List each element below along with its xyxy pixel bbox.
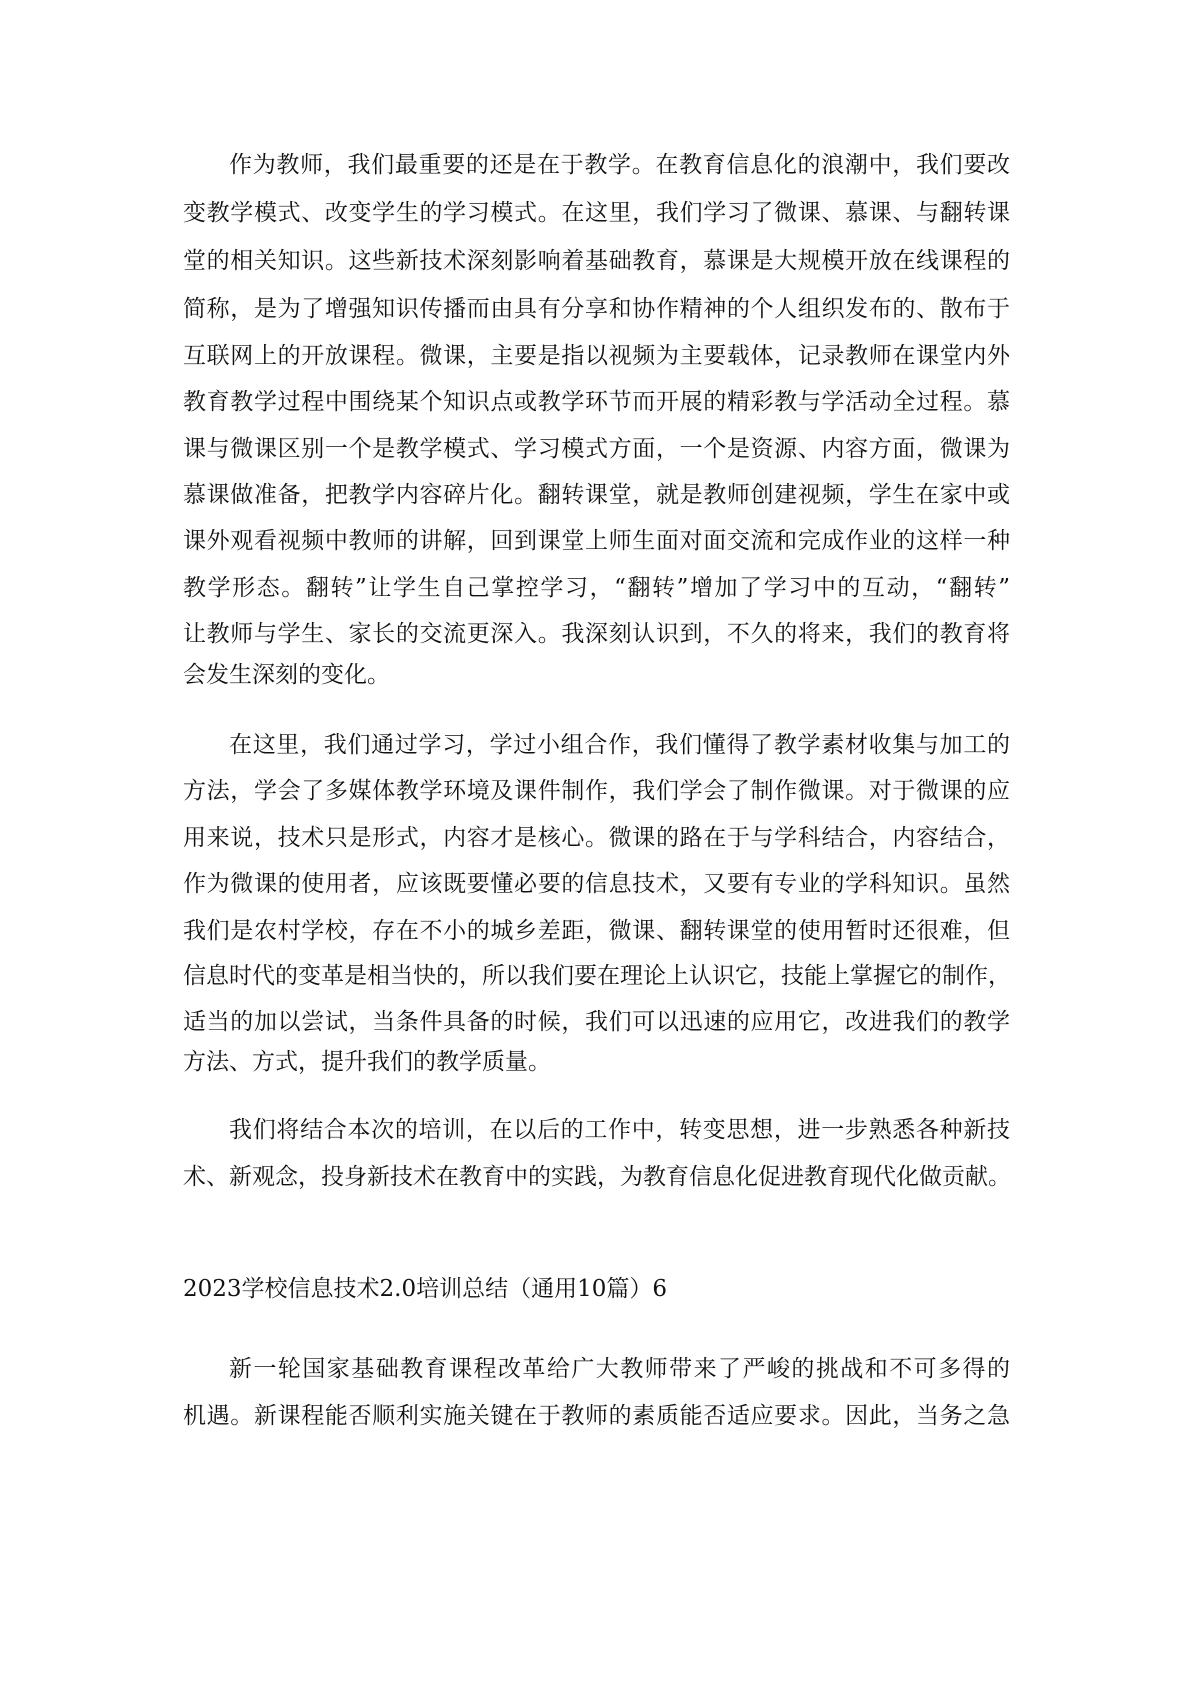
text-line: 简称，是为了增强知识传播而由具有分享和协作精神的个人组织发布的、散布于 [183, 296, 1010, 322]
text-line: 教学形态。翻转”让学生自己掌控学习，“翻转”增加了学习中的互动，“翻转” [183, 575, 1010, 601]
text-line: 用来说，技术只是形式，内容才是核心。微课的路在于与学科结合，内容结合， [183, 825, 1010, 851]
text-line: 适当的加以尝试，当条件具备的时候，我们可以迅速的应用它，改进我们的教学 [183, 1009, 1010, 1035]
text-line: 术、新观念，投身新技术在教育中的实践，为教育信息化促进教育现代化做贡献。 [183, 1164, 1011, 1190]
text-line: 让教师与学生、家长的交流更深入。我深刻认识到，不久的将来，我们的教育将 [183, 621, 1010, 647]
text-line: 我们将结合本次的培训，在以后的工作中，转变思想，进一步熟悉各种新技 [229, 1117, 1010, 1143]
text-line: 新一轮国家基础教育课程改革给广大教师带来了严峻的挑战和不可多得的 [229, 1356, 1010, 1382]
text-line: 机遇。新课程能否顺利实施关键在于教师的素质能否适应要求。因此，当务之急 [183, 1403, 1010, 1429]
text-line: 互联网上的开放课程。微课，主要是指以视频为主要载体，记录教师在课堂内外 [183, 343, 1010, 369]
text-line: 教育教学过程中围绕某个知识点或教学环节而开展的精彩教与学活动全过程。慕 [183, 389, 1010, 415]
text-line: 方法、方式，提升我们的教学质量。 [183, 1049, 551, 1075]
text-line: 我们是农村学校，存在不小的城乡差距，微课、翻转课堂的使用暂时还很难，但 [183, 918, 1010, 944]
text-line: 慕课做准备，把教学内容碎片化。翻转课堂，就是教师创建视频，学生在家中或 [183, 482, 1010, 508]
text-line: 作为微课的使用者，应该既要懂必要的信息技术，又要有专业的学科知识。虽然 [183, 871, 1010, 897]
text-line: 信息时代的变革是相当快的，所以我们要在理论上认识它，技能上掌握它的制作， [183, 963, 1011, 989]
text-line: 课与微课区别一个是教学模式、学习模式方面，一个是资源、内容方面，微课为 [183, 436, 1010, 462]
text-line: 在这里，我们通过学习，学过小组合作，我们懂得了教学素材收集与加工的 [229, 732, 1010, 758]
text-line: 作为教师，我们最重要的还是在于教学。在教育信息化的浪潮中，我们要改 [229, 152, 1010, 178]
text-line: 堂的相关知识。这些新技术深刻影响着基础教育，慕课是大规模开放在线课程的 [183, 248, 1010, 274]
text-line: 方法，学会了多媒体教学环境及课件制作，我们学会了制作微课。对于微课的应 [183, 778, 1010, 804]
section-heading: 2023学校信息技术2.0培训总结（通用10篇）6 [183, 1276, 668, 1302]
text-line: 变教学模式、改变学生的学习模式。在这里，我们学习了微课、慕课、与翻转课 [183, 200, 1010, 226]
text-line: 课外观看视频中教师的讲解，回到课堂上师生面对面交流和完成作业的这样一种 [183, 528, 1010, 554]
text-line: 会发生深刻的变化。 [183, 662, 390, 688]
